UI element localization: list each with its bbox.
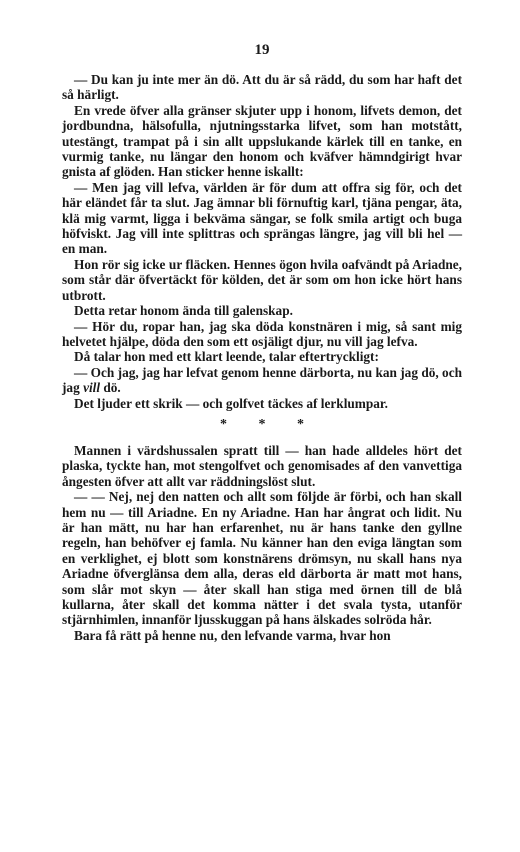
- paragraph: Då talar hon med ett klart leende, talar eftertryckligt:: [74, 349, 379, 365]
- emphasized-word: vill: [83, 380, 101, 396]
- page-number: 19: [254, 42, 270, 58]
- paragraph: Mannen i värdshussalen spratt till — han hade alldeles hört det plaska, tyckte han, mot stengolfvet och genomisades af den vanvettiga ångesten öfver att allt var räddningslöst slut.: [62, 442, 462, 489]
- section-one: [62, 72, 462, 411]
- paragraph: Hon rör sig icke ur fläcken. Hennes ögon hvila oafvändt på Ariadne, som står där öfvertäckt för kölden, det är som om hon icke hört hans utbrott.: [62, 256, 462, 303]
- paragraph: En vrede öfver alla gränser skjuter upp i honom, lifvets demon, det jordbundna, hälsofulla, njutningsstarka lifvet, som han motstått, utestängt, trampat på i sin allt uppslukande kärlek till en tanke, en vurmig tanke, nu längar den honom och kväfver hämndgirigt hvar gnista af glöden. Han sticker henne iskallt:: [62, 102, 462, 180]
- paragraph: Detta retar honom ända till galenskap.: [74, 303, 293, 319]
- paragraph: Bara få rätt på henne nu, den lefvande varma, hvar hon: [74, 627, 391, 643]
- paragraph: — Hör du, ropar han, jag ska döda konstnären i mig, så sant mig helvetet hjälpe, döda den som ett osjäligt djur, nu vill jag lefva.: [62, 318, 462, 349]
- paragraph-with-emphasis: — Och jag, jag har lefvat genom henne därborta, nu kan jag dö, och jag vill dö.: [62, 364, 462, 396]
- paragraph: Det ljuder ett skrik — och golfvet täckes af lerklumpar.: [74, 395, 388, 411]
- section-two: [62, 443, 462, 643]
- section-separator: * * *: [220, 416, 318, 432]
- book-page: [62, 40, 462, 643]
- paragraph: — — Nej, nej den natten och allt som följde är förbi, och han skall hem nu — till Ariadne. En ny Ariadne. Han har ångrat och lidit. Nu är han mätt, nu har han erfarenhet, nu är hans tanke den gyllne regeln, han behöfver ej famla. Nu känner han den eviga längtan som en verklighet, ej blott som konstnärens drömsyn, nu skall hans nya Ariadne öfverglänsa dem alla, deras eld därborta är matt mot hans, som slår mot skyn — åter skall han stiga med örnen till de blå kullarna, åter skall det komma nätter i det svala tysta, utanför stjärnhimlen, innanför ljusskuggan på hans älskades solröda hår.: [62, 489, 462, 628]
- paragraph: — Men jag vill lefva, världen är för dum att offra sig för, och det här eländet får ta slut. Jag ämnar bli förnuftig karl, tjäna pengar, äta, klä mig varmt, ligga i bekväma sängar, se folk smila artigt och buga höfviskt. Jag vill inte splittras och sprängas längre, jag vill bli hel — en man.: [62, 179, 462, 257]
- paragraph: — Du kan ju inte mer än dö. Att du är så rädd, du som har haft det så härligt.: [62, 72, 462, 103]
